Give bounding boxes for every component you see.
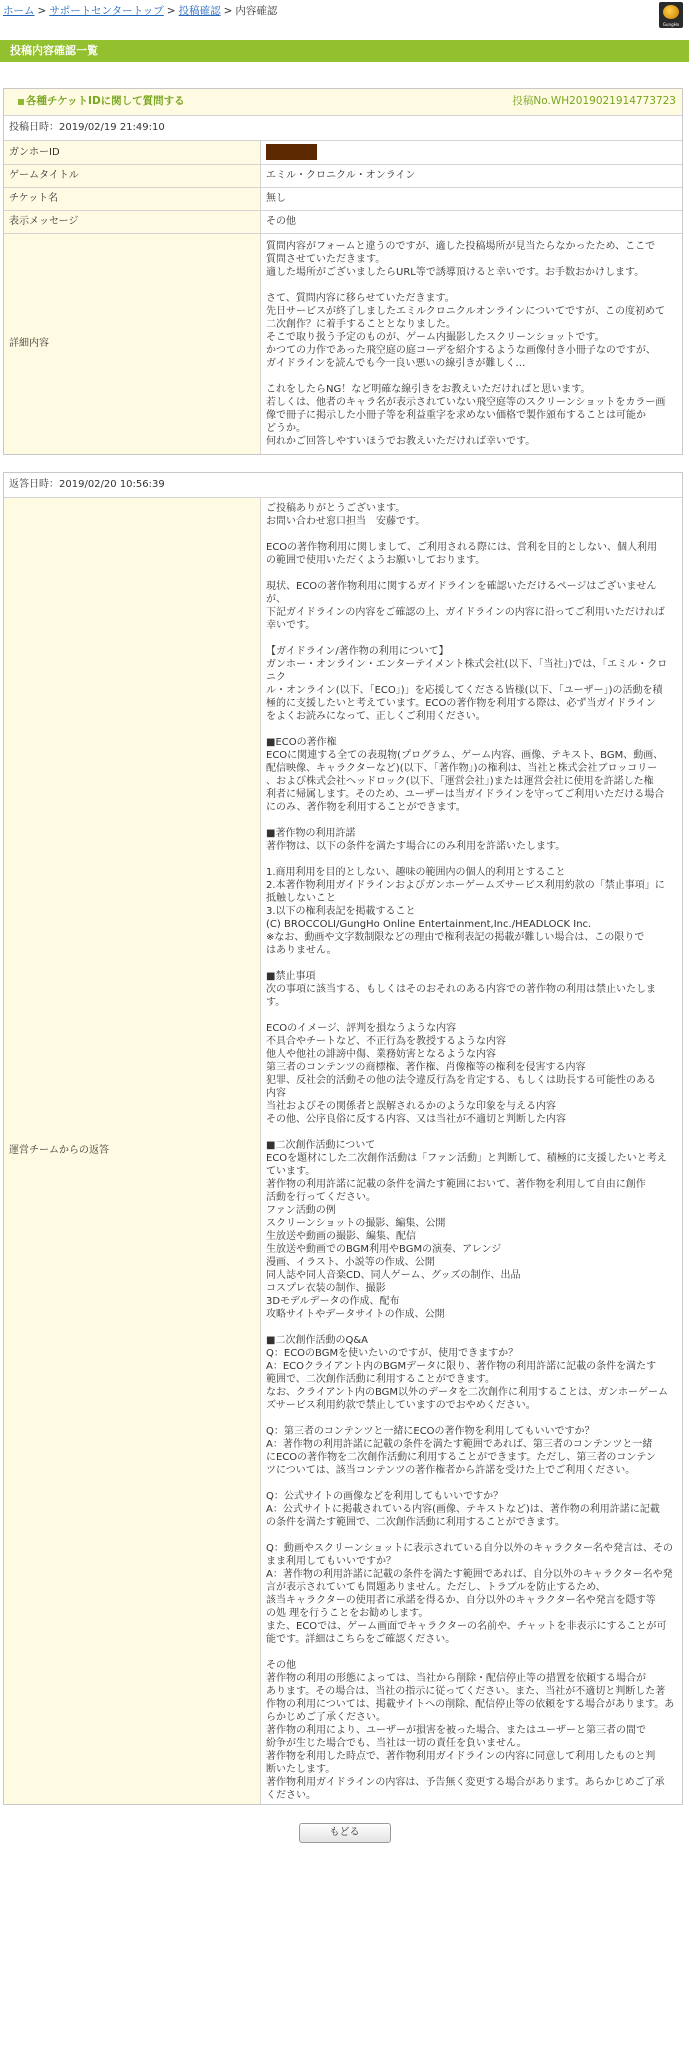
table-row — [4, 187, 682, 210]
post-number: 投稿No.WH20190219147737​23 — [512, 95, 676, 107]
reply-date-label: 返答日時： — [9, 478, 59, 490]
reply-table — [4, 498, 682, 1804]
logo-mark-icon — [663, 5, 679, 19]
detail-label: 詳細内容 — [4, 233, 261, 454]
reply-date-value: 2019/02/20 10:56:39 — [59, 478, 165, 490]
ticket-info-table — [4, 141, 682, 454]
table-row — [4, 233, 682, 454]
game-title-label: ゲームタイトル — [4, 164, 261, 187]
gungho-logo — [659, 2, 683, 28]
bottom-actions — [0, 1823, 689, 1843]
breadcrumb-separator: > — [166, 5, 176, 17]
table-row — [4, 210, 682, 233]
reply-date-row — [4, 473, 682, 498]
breadcrumb-current: 内容確認 — [235, 5, 278, 17]
ticket-name-label: チケット名 — [4, 187, 261, 210]
breadcrumb-post-confirm-link[interactable]: 投稿確認 — [178, 5, 221, 17]
breadcrumb-support-top-link[interactable]: サポートセンタートップ — [49, 5, 164, 17]
ticket-name-value: 無し — [261, 187, 683, 210]
breadcrumb-separator: > — [37, 5, 47, 17]
ticket-section — [3, 88, 683, 455]
posted-date-value: 2019/02/19 21:49:10 — [59, 122, 165, 133]
page-title: 投稿内容確認一覧 — [0, 40, 689, 62]
redacted-id-box — [266, 144, 317, 160]
posted-date-label: 投稿日時： — [9, 122, 59, 133]
breadcrumb-separator: > — [223, 5, 233, 17]
reply-label: 運営チームからの返答 — [4, 498, 261, 1804]
posted-date-row — [4, 116, 682, 141]
reply-body: ご投稿ありがとうございます。 お問い合わせ窓口担当 安藤です。 ECOの著作物利用に関しまして、ご利用される際には、営利を目的としない、個人利用 の範囲で使用いただくようお願いしております。 現状、ECOの著作物利用に関するガイドラインを確認いただけるページはございません が、 下記ガイドラインの内容をご確認の上、ガイドラインの内容に沿ってご利用いただければ 幸いです。 【ガイドライン/著作物の利用について】 ガンホー・オンライン・エンターテイメント株式会社(以下、「当社」)では、「エミル・クロニク ル・オンライン(以下、「ECO」)」を応援してくださる皆様(以下、「ユーザー」)の活動を積 極的に支援したいと考えています。ECOの著作物を利用する際は、必ず当ガイドライン をよくお読みになって、正しくご利用ください。 ■ECOの著作権 ECOに関連する全ての表現物(プログラム、ゲーム内容、画像、テキスト、BGM、動画、 配信映像、キャラクターなど)(以下、「著作物」)の権利は、当社と株式会社ブロッコリー 、および株式会社ヘッドロック(以下、「運営会社」)または運営会社に使用を許諾した権 利者に帰属します。そのため、ユーザーは当ガイドラインを守ってご利用いただける場合 にのみ、著作物を利用することができます。 ■著作物の利用許諾 著作物は、以下の条件を満たす場合にのみ利用を許諾いたします。 1.商用利用を目的としない、趣味の範囲内の個人的利用とすること 2.本著作物利用ガイドラインおよびガンホーゲームズサービス利用約款の「禁止事項」に 抵触しないこと 3.以下の権利表記を掲載すること (C) BROCCOLI/GungHo Online Entertainment,Inc./HEADLOCK Inc. ※なお、動画や文字数制限などの理由で権利表記の掲載が難しい場合は、この限りで はありません。 ■禁止事項 次の事項に該当する、もしくはそのおそれのある内容での著作物の利用は禁止いたしま す。 ECOのイメージ、評判を損なうような内容 不具合やチートなど、不正行為を教授するような内容 他人や他社の誹謗中傷、業務妨害となるような内容 第三者のコンテンツの商標権、著作権、肖像権等の権利を侵害する内容 犯罪、反社会的活動その他の法令違反行為を肯定する、もしくは助長する可能性のある 内容 当社およびその関係者と誤解されるかのような印象を与える内容 その他、公序良俗に反する内容、又は当社が不適切と判断した内容 ■二次創作活動について ECOを題材にした二次創作活動は「ファン活動」と判断して、積極的に支援したいと考え ています。 著作物の利用許諾に記載の条件を満たす範囲において、著作物を利用して自由に創作 活動を行ってください。 ファン活動の例 スクリーンショットの撮影、編集、公開 生放送や動画の撮影、編集、配信 生放送や動画でのBGM利用やBGMの演奏、アレンジ 漫画、イラスト、小説等の作成、公開 同人誌や同人音楽CD、同人ゲーム、グッズの制作、出品 コスプレ衣装の制作、撮影 3Dモデルデータの作成、配布 攻略サイトやデータサイトの作成、公開 ■二次創作活動のQ&A Q：ECOのBGMを使いたいのですが、使用できますか？ A：ECOクライアント内のBGMデータに限り、著作物の利用許諾に記載の条件を満たす 範囲で、二次創作活動に利用することができます。 なお、クライアント内のBGM以外のデータを二次創作に利用することは、ガンホーゲーム ズサービス利用約款で禁止していますのでおやめください。 Q：第三者のコンテンツと一緒にECOの著作物を利用してもいいですか？ A：著作物の利用許諾に記載の条件を満たす範囲であれば、第三者のコンテンツと一緒 にECOの著作物を二次創作活動に利用することができます。ただし、第三者のコンテン ツについては、該当コンテンツの著作権者から許諾を受けた上でご利用ください。 Q：公式サイトの画像などを利用してもいいですか？ A：公式サイトに掲載されている内容(画像、テキストなど)は、著作物の利用許諾に記載 の条件を満たす範囲で、二次創作活動に利用することができます。 Q：動画やスクリーンショットに表示されている自分以外のキャラクター名や発言は、その まま利用してもいいですか？ A：著作物の利用許諾に記載の条件を満たす範囲であれば、自分以外のキャラクター名や発言が表示されていても問題ありません。ただし、トラブルを防止するため、 該当キャラクターの使用者に承諾を得るか、自分以外のキャラクター名や発言を隠す等 の処 理を行うことをお勧めします。 また、ECOでは、ゲーム画面でキャラクターの名前や、チャットを非表示にすることが可 能です。詳細はこちらをご確認ください。 その他 著作物の利用の形態によっては、当社から削除・配信停止等の措置を依頼する場合が あります。その場合は、当社の指示に従ってください。また、当社が不適切と判断した著 作物の利用については、掲載サイトへの削除、配信停止等の依頼をする場合があります。あらかじめご了承ください。 著作物の利用により、ユーザーが損害を被った場合、またはユーザーと第三者の間で 紛争が生じた場合でも、当社は一切の責任を負いません。 著作物を利用した時点で、著作物利用ガイドラインの内容に同意して利用したものと判 断いたします。 著作物利用ガイドラインの内容は、予告無く変更する場合があります。あらかじめご了承 ください。 — [261, 498, 683, 1804]
breadcrumb — [3, 5, 277, 18]
reply-section — [3, 472, 683, 1805]
back-button[interactable]: もどる — [299, 1823, 391, 1843]
breadcrumb-home-link[interactable]: ホーム — [3, 5, 35, 17]
table-row — [4, 164, 682, 187]
table-row — [4, 498, 682, 1804]
table-row — [4, 141, 682, 164]
top-bar — [0, 0, 689, 32]
square-bullet-icon — [18, 99, 24, 105]
message-value: その他 — [261, 210, 683, 233]
detail-value: 質問内容がフォームと違うのですが、適した投稿場所が見当たらなかったため、ここで 質問させていただきます。 適した場所がございましたらURL等で誘導頂けると幸いです。お手数おかけします。 さて、質問内容に移らせていただきます。 先日サービスが終了しましたエミルクロニクルオンラインについてですが、この度初めて 二次創作？に着手することとなりました。 そこで取り扱う予定のものが、ゲーム内撮影したスクリーンショットです。 かつての力作であった飛空庭の庭コーデを紹介するような画像付き小冊子なのですが、 ガイドラインを読んでも今一良い悪いの線引きが難しく… これをしたらNG！など明確な線引きをお教えいただければと思います。 若しくは、他者のキャラ名が表示されていない飛空庭等のスクリーンショットをカラー画 像で冊子に掲示した小冊子等を利益重字を求めない価格で製作頒布することは可能か どうか。 何れかご回答しやすいほうでお教えいただければ幸いです。 — [261, 233, 683, 454]
gunho-id-value — [261, 141, 683, 164]
ticket-subject-row — [4, 89, 682, 116]
ticket-subject: 各種チケットIDに関して質問する — [26, 95, 185, 107]
logo-text: GungHo — [662, 22, 680, 27]
message-label: 表示メッセージ — [4, 210, 261, 233]
gunho-id-label: ガンホーID — [4, 141, 261, 164]
game-title-value: エミル・クロニクル・オンライン — [261, 164, 683, 187]
